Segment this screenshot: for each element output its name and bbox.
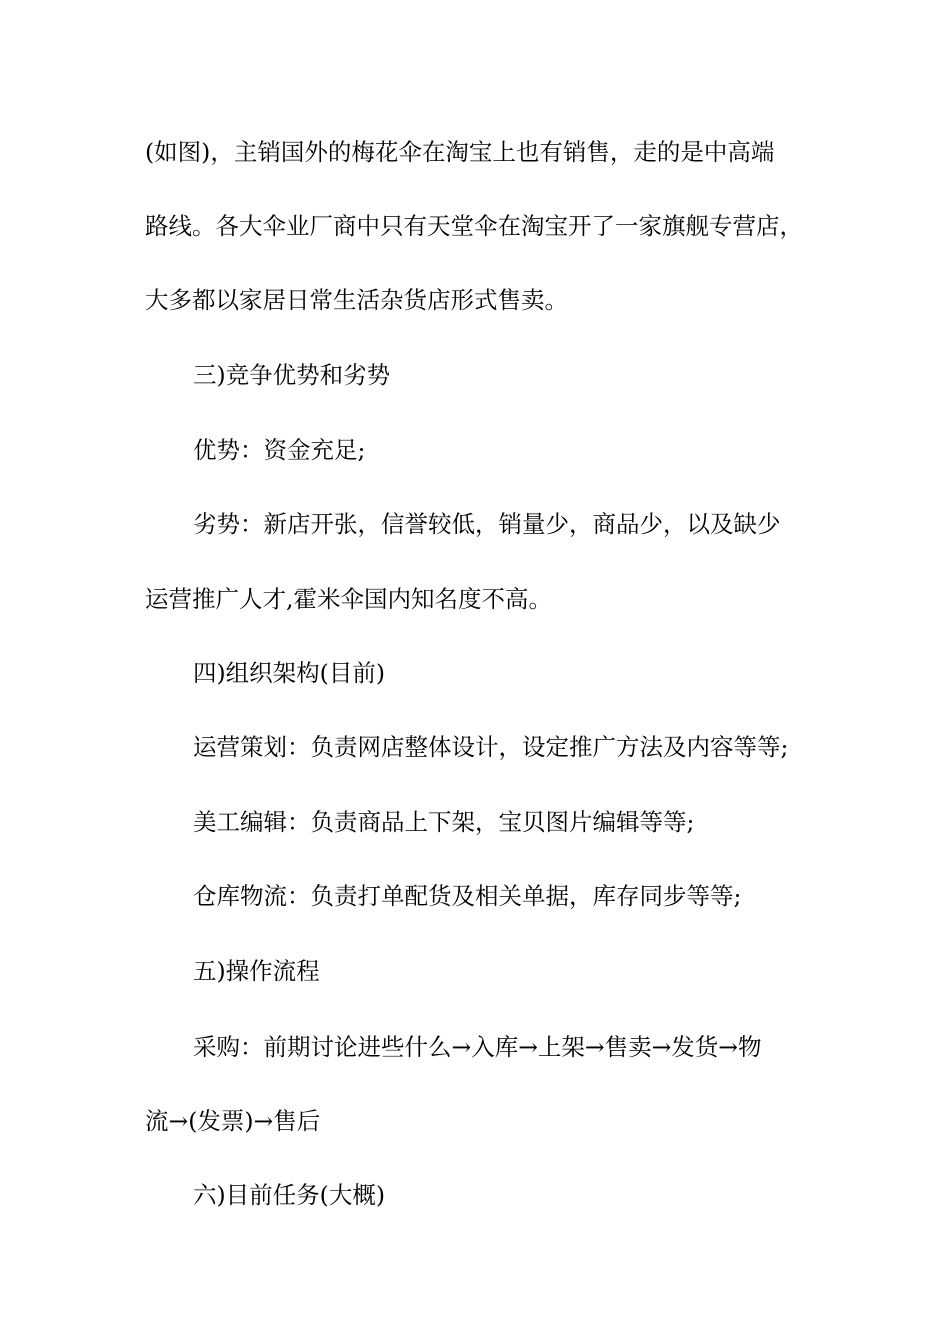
paragraph-line: 优势：资金充足; (193, 436, 366, 464)
paragraph-line: 采购：前期讨论进些什么→入库→上架→售卖→发货→物 (193, 1033, 762, 1061)
paragraph-line: 美工编辑：负责商品上下架，宝贝图片编辑等等; (193, 808, 695, 836)
section-heading: 五)操作流程 (193, 957, 320, 985)
paragraph-line: 大多都以家居日常生活杂货店形式售卖。 (145, 286, 568, 314)
paragraph-line: 流→(发票)→售后 (145, 1107, 321, 1135)
paragraph-line: 仓库物流：负责打单配货及相关单据，库存同步等等; (193, 882, 742, 910)
paragraph-line: 路线。各大伞业厂商中只有天堂伞在淘宝开了一家旗舰专营店， (145, 212, 803, 240)
section-heading: 三)竞争优势和劣势 (193, 361, 391, 389)
section-heading: 四)组织架构(目前) (193, 659, 386, 687)
section-heading: 六)目前任务(大概) (193, 1181, 386, 1209)
paragraph-line: 运营推广人才,霍米伞国内知名度不高。 (145, 585, 552, 613)
paragraph-line: 运营策划：负责网店整体设计，设定推广方法及内容等等; (193, 733, 789, 761)
paragraph-line: 劣势：新店开张，信誉较低，销量少，商品少，以及缺少 (193, 510, 781, 538)
paragraph-line: (如图)，主销国外的梅花伞在淘宝上也有销售，走的是中高端 (145, 138, 775, 166)
